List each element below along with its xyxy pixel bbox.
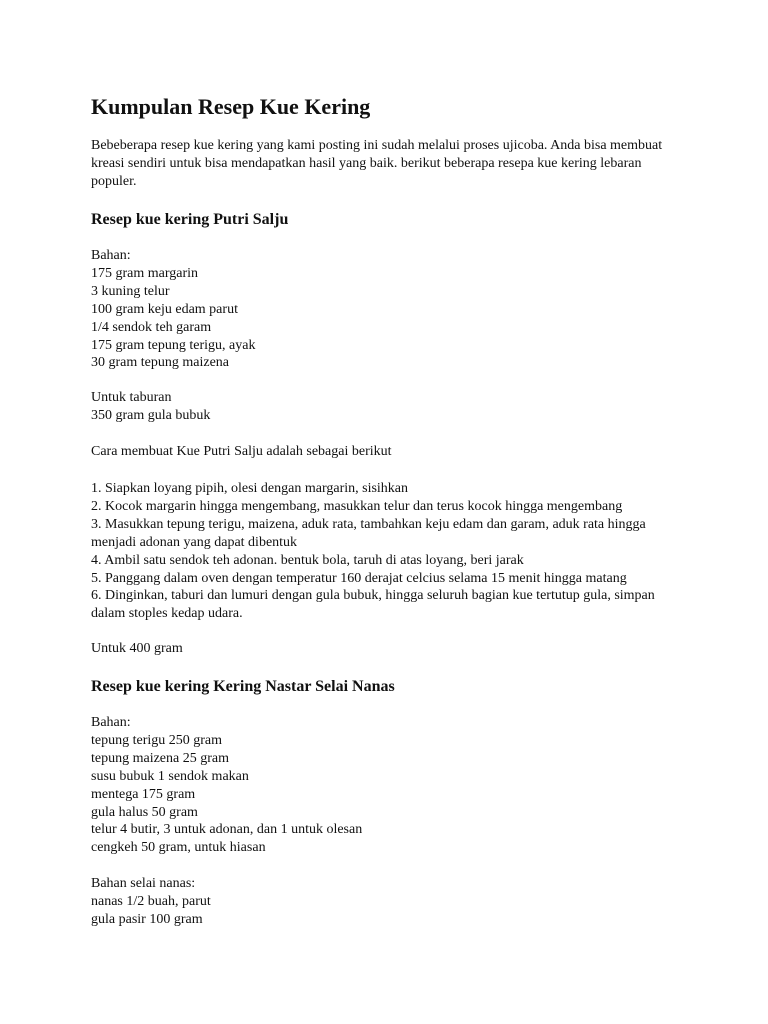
recipe1-topping bbox=[91, 389, 210, 425]
ingredient-line: gula halus 50 gram bbox=[91, 804, 198, 820]
ingredient-line: telur 4 butir, 3 untuk adonan, dan 1 untuk olesan bbox=[91, 822, 363, 838]
ingredient-line: susu bubuk 1 sendok makan bbox=[91, 768, 249, 784]
step-line: 1. Siapkan loyang pipih, olesi dengan margarin, sisihkan bbox=[91, 481, 409, 496]
step-line: 5. Panggang dalam oven dengan temperatur 160 derajat celcius selama 15 menit hingga matang bbox=[91, 570, 627, 586]
ingredient-line: tepung terigu 250 gram bbox=[91, 732, 223, 748]
recipe1-yield-block bbox=[91, 640, 183, 658]
recipe2-jam-ingredients bbox=[91, 875, 211, 929]
recipe2-ingredients bbox=[91, 714, 362, 857]
step-line: 6. Dinginkan, taburi dan lumuri dengan gula bubuk, hingga seluruh bagian kue tertutup gula, simpan dalam stoples kedap udara. bbox=[91, 588, 655, 622]
ingredient-line: mentega 175 gram bbox=[91, 786, 196, 802]
ingredient-line: Bahan: bbox=[91, 248, 131, 263]
document-title: Kumpulan Resep Kue Kering bbox=[91, 94, 371, 119]
ingredient-line: 175 gram tepung terigu, ayak bbox=[91, 337, 256, 353]
step-line: 4. Ambil satu sendok teh adonan. bentuk bola, taruh di atas loyang, beri jarak bbox=[91, 552, 524, 568]
method-intro: Cara membuat Kue Putri Salju adalah sebagai berikut bbox=[91, 444, 392, 459]
ingredient-line: cengkeh 50 gram, untuk hiasan bbox=[91, 840, 266, 856]
ingredient-line: tepung maizena 25 gram bbox=[91, 750, 230, 766]
ingredient-line: nanas 1/2 buah, parut bbox=[91, 893, 211, 909]
ingredient-line: 175 gram margarin bbox=[91, 265, 199, 281]
ingredient-line: Bahan selai nanas: bbox=[91, 876, 196, 891]
recipe1-steps bbox=[91, 480, 681, 623]
recipe1-method-intro-block bbox=[91, 443, 392, 461]
recipe1-title: Resep kue kering Putri Salju bbox=[91, 211, 289, 228]
ingredient-line: 30 gram tepung maizena bbox=[91, 355, 230, 371]
step-line: 2. Kocok margarin hingga mengembang, masukkan telur dan terus kocok hingga mengembang bbox=[91, 498, 623, 514]
intro-paragraph: Bebeberapa resep kue kering yang kami posting ini sudah melalui proses ujicoba. Anda bisa membuat kreasi sendiri untuk bisa mendapatkan hasil yang baik. berikut beberapa resepa kue kering lebaran populer. bbox=[91, 138, 663, 189]
recipe2-title: Resep kue kering Kering Nastar Selai Nanas bbox=[91, 678, 395, 695]
topping-line: Untuk taburan bbox=[91, 390, 172, 405]
ingredient-line: 3 kuning telur bbox=[91, 283, 170, 299]
step-line: 3. Masukkan tepung terigu, maizena, aduk rata, tambahkan keju edam dan garam, aduk rata hingga menjadi adonan yang dapat dibentuk bbox=[91, 516, 646, 550]
recipe1-ingredients bbox=[91, 247, 255, 372]
ingredient-line: gula pasir 100 gram bbox=[91, 911, 203, 927]
ingredient-line: Bahan: bbox=[91, 715, 131, 730]
topping-line: 350 gram gula bubuk bbox=[91, 407, 211, 423]
ingredient-line: 1/4 sendok teh garam bbox=[91, 319, 212, 335]
recipe-yield: Untuk 400 gram bbox=[91, 641, 183, 656]
ingredient-line: 100 gram keju edam parut bbox=[91, 301, 238, 317]
